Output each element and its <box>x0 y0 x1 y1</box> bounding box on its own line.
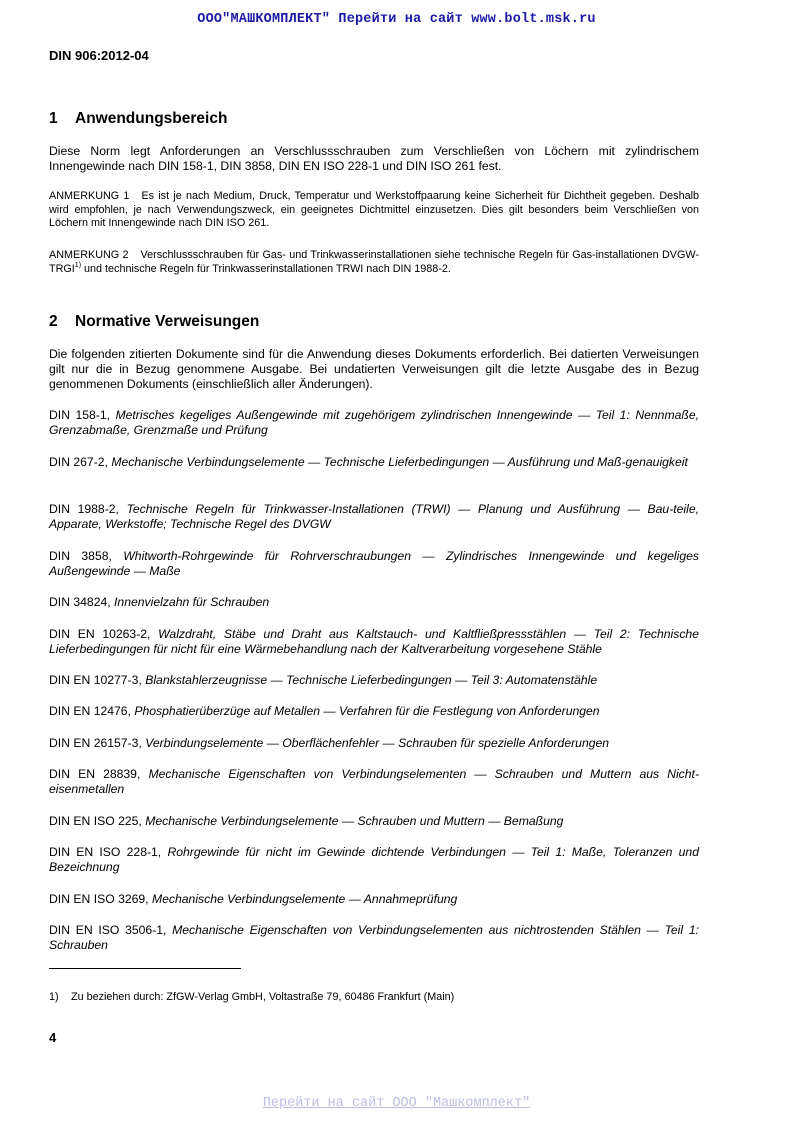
section-1-intro: Diese Norm legt Anforderungen an Verschlussschrauben zum Verschließen von Löchern mit zylindrischem Innengewinde nach DIN 158-1, DIN 3858, DIN EN ISO 228-1 und DIN ISO 261 fest. <box>49 144 699 173</box>
reference-item <box>49 736 699 751</box>
note-2-text-a: Verschlussschrauben für Gas- und Trinkwasserinstallationen siehe technische Regeln für Gas-installationen DVGW-TRGI <box>49 249 699 275</box>
reference-title: Metrisches kegeliges Außengewinde mit zugehörigem zylindrischen Innengewinde — Teil 1: Nennmaße, Grenzabmaße, Grenzmaße und Prüfung <box>49 408 699 437</box>
reference-code: DIN EN 28839, <box>49 767 141 781</box>
reference-title: Mechanische Eigenschaften von Verbindungselementen — Schrauben und Muttern aus Nicht-eisenmetallen <box>49 767 699 796</box>
section-1-number: 1 <box>49 110 58 127</box>
reference-title: Mechanische Verbindungselemente — Schrauben und Muttern — Bemaßung <box>145 814 564 828</box>
reference-item <box>49 455 699 470</box>
section-2-heading <box>49 313 259 331</box>
reference-code: DIN EN 10277-3, <box>49 673 142 687</box>
reference-title: Phosphatierüberzüge auf Metallen — Verfahren für die Festlegung von Anforderungen <box>134 704 600 718</box>
reference-code: DIN 3858, <box>49 549 112 563</box>
section-2-title: Normative Verweisungen <box>75 313 260 330</box>
bottom-site-link[interactable]: Перейти на сайт ООО "Машкомплект" <box>262 1096 531 1111</box>
page-number: 4 <box>49 1030 57 1045</box>
footnote-text: Zu beziehen durch: ZfGW-Verlag GmbH, Voltastraße 79, 60486 Frankfurt (Main) <box>71 991 455 1003</box>
reference-code: DIN EN ISO 228-1, <box>49 845 162 859</box>
note-2 <box>49 249 699 276</box>
reference-item <box>49 704 699 719</box>
section-2-intro: Die folgenden zitierten Dokumente sind für die Anwendung dieses Dokuments erforderlich. Bei datierten Verweisungen gilt nur die in Bezug genommene Ausgabe. Bei undatierten Verweisungen gilt die letzte Ausgabe des in Bezug genommenen Dokuments (einschließlich aller Änderungen). <box>49 347 699 391</box>
reference-title: Rohrgewinde für nicht im Gewinde dichtende Verbindungen — Teil 1: Maße, Toleranzen und Bezeichnung <box>49 845 699 874</box>
note-1-text: Es ist je nach Medium, Druck, Temperatur und Werkstoffpaarung keine Sicherheit für Dichtheit gegeben. Deshalb wird empfohlen, je nach Verwendungszweck, ein geeignetes Dichtmittel einzusetzen. Dies gilt besonders beim Verschließen von Löchern mit Innengewinde nach DIN ISO 261. <box>49 190 699 229</box>
note-2-text-b: und technische Regeln für Trinkwasserinstallationen TRWI nach DIN 1988-2. <box>81 262 451 275</box>
reference-title: Innenvielzahn für Schrauben <box>114 595 270 609</box>
note-2-label: ANMERKUNG 2 <box>49 249 129 261</box>
section-2-number: 2 <box>49 313 58 330</box>
note-1 <box>49 190 699 231</box>
reference-title: Walzdraht, Stäbe und Draht aus Kaltstauch- und Kaltfließpressstählen — Teil 2: Technische Lieferbedingungen für nicht für eine Wärmebehandlung nach der Kaltverarbeitung vorgesehene Stähle <box>49 627 699 656</box>
reference-item <box>49 595 699 610</box>
footnote <box>49 991 454 1003</box>
note-1-label: ANMERKUNG 1 <box>49 190 130 202</box>
reference-title: Mechanische Verbindungselemente — Technische Lieferbedingungen — Ausführung und Maß-genauigkeit <box>111 455 688 469</box>
reference-item <box>49 923 699 953</box>
reference-item <box>49 549 699 579</box>
reference-code: DIN 1988-2, <box>49 502 119 516</box>
reference-item <box>49 814 699 829</box>
reference-code: DIN 158-1, <box>49 408 111 422</box>
section-1-title: Anwendungsbereich <box>75 110 228 127</box>
reference-code: DIN EN ISO 3269, <box>49 892 149 906</box>
reference-item <box>49 408 699 438</box>
document-id: DIN 906:2012-04 <box>49 48 149 63</box>
reference-item <box>49 673 699 688</box>
footnote-ref[interactable]: 1) <box>74 261 82 269</box>
reference-code: DIN EN ISO 225, <box>49 814 142 828</box>
reference-code: DIN 34824, <box>49 595 111 609</box>
footnote-divider <box>49 968 241 969</box>
reference-item <box>49 892 699 907</box>
section-1-heading <box>49 110 227 128</box>
reference-item <box>49 767 699 797</box>
reference-item <box>49 845 699 875</box>
footnote-number: 1) <box>49 991 59 1003</box>
reference-code: DIN EN ISO 3506-1, <box>49 923 167 937</box>
reference-title: Whitworth-Rohrgewinde für Rohrverschraubungen — Zylindrisches Innengewinde und kegeliges Außengewinde — Maße <box>49 549 699 578</box>
reference-code: DIN EN 12476, <box>49 704 131 718</box>
reference-code: DIN EN 10263-2, <box>49 627 151 641</box>
reference-code: DIN 267-2, <box>49 455 108 469</box>
reference-title: Verbindungselemente — Oberflächenfehler — Schrauben für spezielle Anforderungen <box>145 736 610 750</box>
reference-title: Mechanische Eigenschaften von Verbindungselementen aus nichtrostenden Stählen — Teil 1: Schrauben <box>49 923 699 952</box>
top-banner-link[interactable]: ООО"МАШКОМПЛЕКТ" Перейти на сайт www.bolt.msk.ru <box>197 12 596 27</box>
reference-item <box>49 502 699 532</box>
reference-title: Technische Regeln für Trinkwasser-Installationen (TRWI) — Planung und Ausführung — Bau-teile, Apparate, Werkstoffe; Technische Regel des DVGW <box>49 502 699 531</box>
reference-title: Blankstahlerzeugnisse — Technische Lieferbedingungen — Teil 3: Automatenstähle <box>145 673 598 687</box>
reference-code: DIN EN 26157-3, <box>49 736 142 750</box>
reference-item <box>49 627 699 657</box>
reference-title: Mechanische Verbindungselemente — Annahmeprüfung <box>151 892 458 906</box>
